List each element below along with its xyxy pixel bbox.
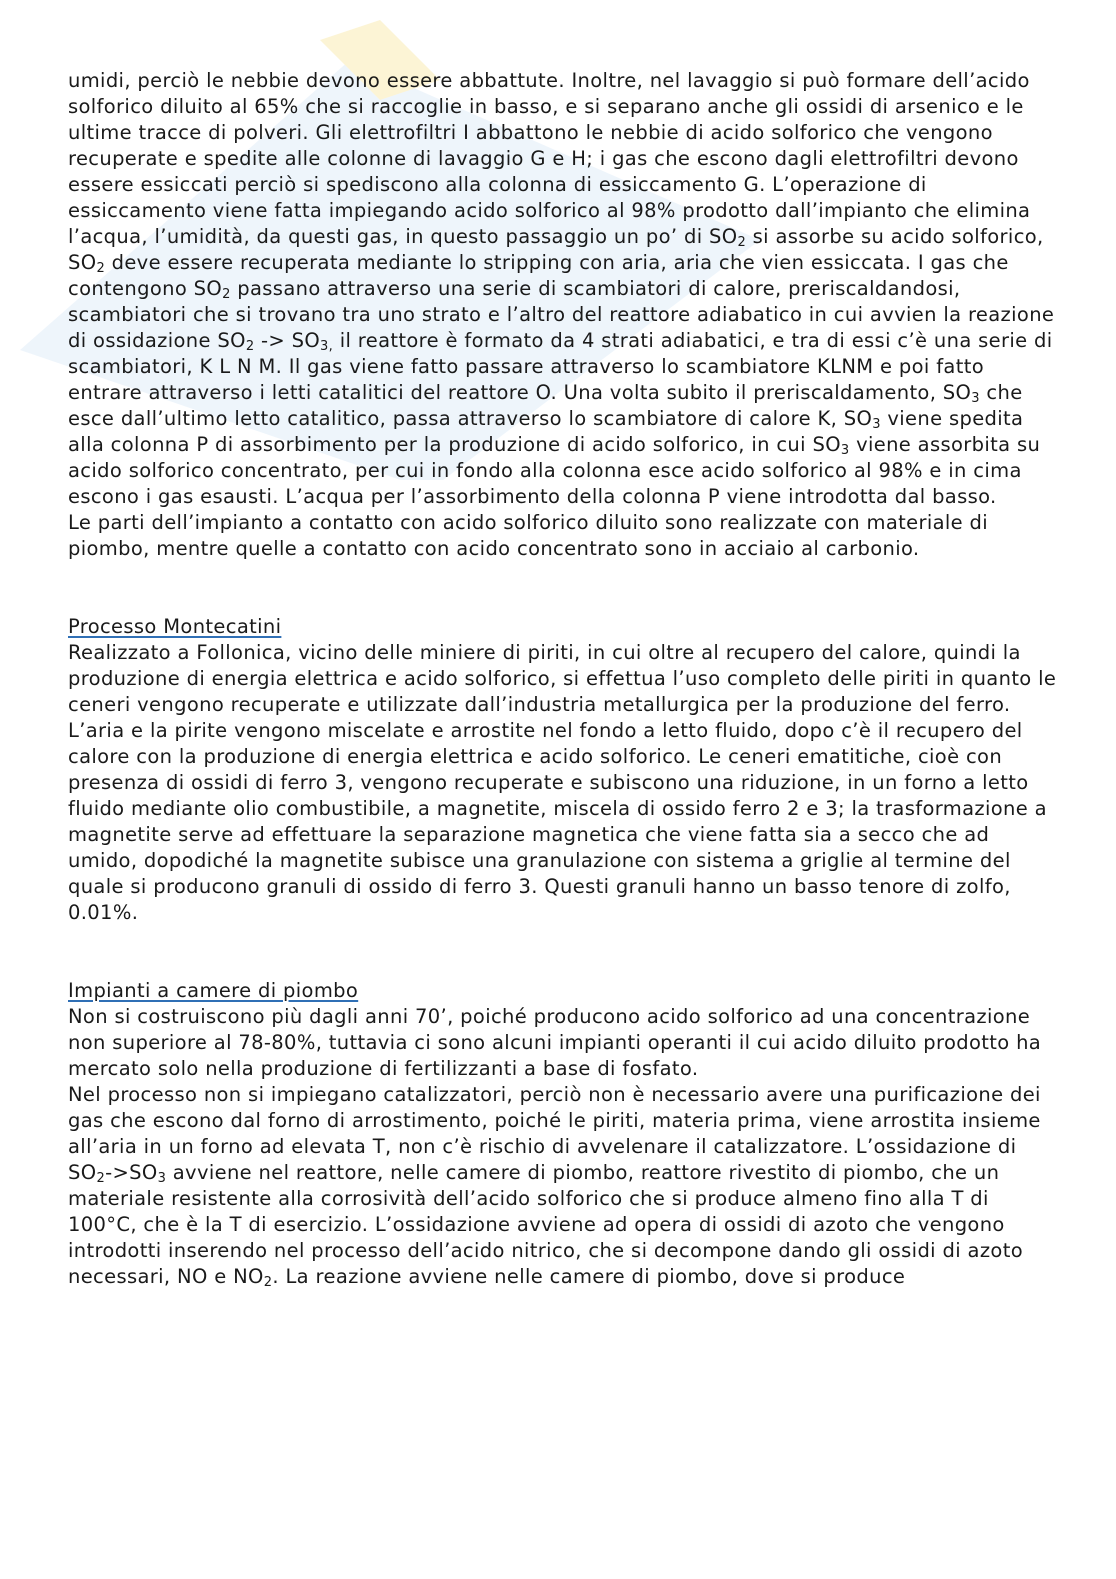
- subscript: 3: [971, 391, 980, 406]
- subscript: 2: [96, 261, 106, 276]
- subscript: 2: [263, 1275, 273, 1290]
- text-run: umidi, perciò le nebbie devono essere abbattute. Inoltre, nel lavaggio si può formare dell’acido solforico diluito al 65% che si raccoglie in basso, e si separano anche gli ossidi di arsenico e le ultime tracce di polveri. Gli elettrofiltri I abbattono le nebbie di acido solforico che vengono recuperate e spedite alle colonne di lavaggio G e H; i gas che escono dagli elettrofiltri devono essere essiccati perciò si spediscono alla colonna di essiccamento G. L’operazione di essiccamento viene fatta impiegando acido solforico al 98% prodotto dall’impianto che elimina l’acqua, l’umidità, da questi gas, in questo passaggio un po’ di SO: [68, 69, 1031, 248]
- section-heading: Processo Montecatini: [68, 615, 282, 638]
- text-run: -> SO: [254, 329, 321, 352]
- text-run: . La reazione avviene nelle camere di piombo, dove si produce: [272, 1265, 906, 1288]
- paragraph: [68, 640, 1058, 718]
- subscript: 3,: [320, 339, 334, 354]
- text-run: Le parti dell’impianto a contatto con acido solforico diluito sono realizzate con materiale di piombo, mentre quelle a contatto con acido concentrato sono in acciaio al carbonio.: [68, 511, 989, 560]
- section-processo-montecatini: [68, 614, 1058, 926]
- text-run: Non si costruiscono più dagli anni 70’, poiché producono acido solforico ad una concentrazione non superiore al 78-80%, tuttavia ci sono alcuni impianti operanti il cui acido diluito prodotto ha mercato solo nella produzione di fertilizzanti a base di fosfato.: [68, 1005, 1042, 1080]
- text-run: L’aria e la pirite vengono miscelate e arrostite nel fondo a letto fluido, dopo c’è il recupero del calore con la produzione di energia elettrica e acido solforico. Le ceneri ematitiche, cioè con presenza di ossidi di ferro 3, vengono recuperate e subiscono una riduzione, in un forno a letto fluido mediante olio combustibile, a magnetite, miscela di ossido ferro 2 e 3; la trasformazione a magnetite serve ad effettuare la separazione magnetica che viene fatta sia a secco che ad umido, dopodiché la magnetite subisce una granulazione con sistema a griglie al termine del quale si producono granuli di ossido di ferro 3. Questi granuli hanno un basso tenore di zolfo, 0.01%.: [68, 719, 1047, 924]
- text-run: si assorbe su acido solforico, SO: [68, 225, 1044, 274]
- section-intro: [68, 68, 1058, 562]
- section-gap: [68, 926, 1058, 978]
- text-run: viene spedita alla colonna P di assorbimento per la produzione di acido solforico, in cui SO: [68, 407, 1024, 456]
- subscript: 3: [872, 417, 881, 432]
- text-run: deve essere recuperata mediante lo stripping con aria, aria che vien essiccata. I gas che contengono SO: [68, 251, 1009, 300]
- paragraph: [68, 68, 1058, 510]
- section-heading: Impianti a camere di piombo: [68, 979, 359, 1002]
- document-page: [68, 68, 1058, 1290]
- section-camere-di-piombo: [68, 978, 1058, 1290]
- text-run: passano attraverso una serie di scambiatori di calore, preriscaldandosi, scambiatori che si trovano tra uno strato e l’altro del reattore adiabatico in cui avvien la reazione di ossidazione SO: [68, 277, 1055, 352]
- text-run: viene assorbita su acido solforico concentrato, per cui in fondo alla colonna esce acido solforico al 98% e in cima escono i gas esausti. L’acqua per l’assorbimento della colonna P viene introdotta dal basso.: [68, 433, 1041, 508]
- text-run: ->SO: [105, 1161, 158, 1184]
- subscript: 2: [96, 1171, 106, 1186]
- text-run: Nel processo non si impiegano catalizzatori, perciò non è necessario avere una purificazione dei gas che escono dal forno di arrostimento, poiché le piriti, materia prima, viene arrostita insieme all’aria in un forno ad elevata T, non c’è rischio di avvelenare il catalizzatore. L’ossidazione di SO: [68, 1083, 1041, 1184]
- subscript: 3: [157, 1171, 167, 1186]
- subscript: 3: [840, 443, 850, 458]
- paragraph: [68, 1004, 1058, 1082]
- section-gap: [68, 562, 1058, 614]
- paragraph: [68, 510, 1058, 562]
- subscript: 2: [222, 287, 231, 302]
- subscript: 2: [737, 235, 747, 250]
- text-run: avviene nel reattore, nelle camere di piombo, reattore rivestito di piombo, che un materiale resistente alla corrosività dell’acido solforico che si produce almeno fino alla T di 100°C, che è la T di esercizio. L’ossidazione avviene ad opera di ossidi di azoto che vengono introdotti inserendo nel processo dell’acido nitrico, che si decompone dando gli ossidi di azoto necessari, NO e NO: [68, 1161, 1023, 1288]
- text-run: Realizzato a Follonica, vicino delle miniere di piriti, in cui oltre al recupero del calore, quindi la produzione di energia elettrica e acido solforico, si effettua l’uso completo delle piriti in quanto le ceneri vengono recuperate e utilizzate dall’industria metallurgica per la produzione del ferro.: [68, 641, 1057, 716]
- paragraph: [68, 1082, 1058, 1290]
- text-run: il reattore è formato da 4 strati adiabatici, e tra di essi c’è una serie di scambiatori, K L N M. Il gas viene fatto passare attraverso lo scambiatore KLNM e poi fatto entrare attraverso i letti catalitici del reattore O. Una volta subito il preriscaldamento, SO: [68, 329, 1053, 404]
- text-run: che esce dall’ultimo letto catalitico, passa attraverso lo scambiatore di calore K, SO: [68, 381, 1023, 430]
- subscript: 2: [245, 339, 255, 354]
- paragraph: [68, 718, 1058, 926]
